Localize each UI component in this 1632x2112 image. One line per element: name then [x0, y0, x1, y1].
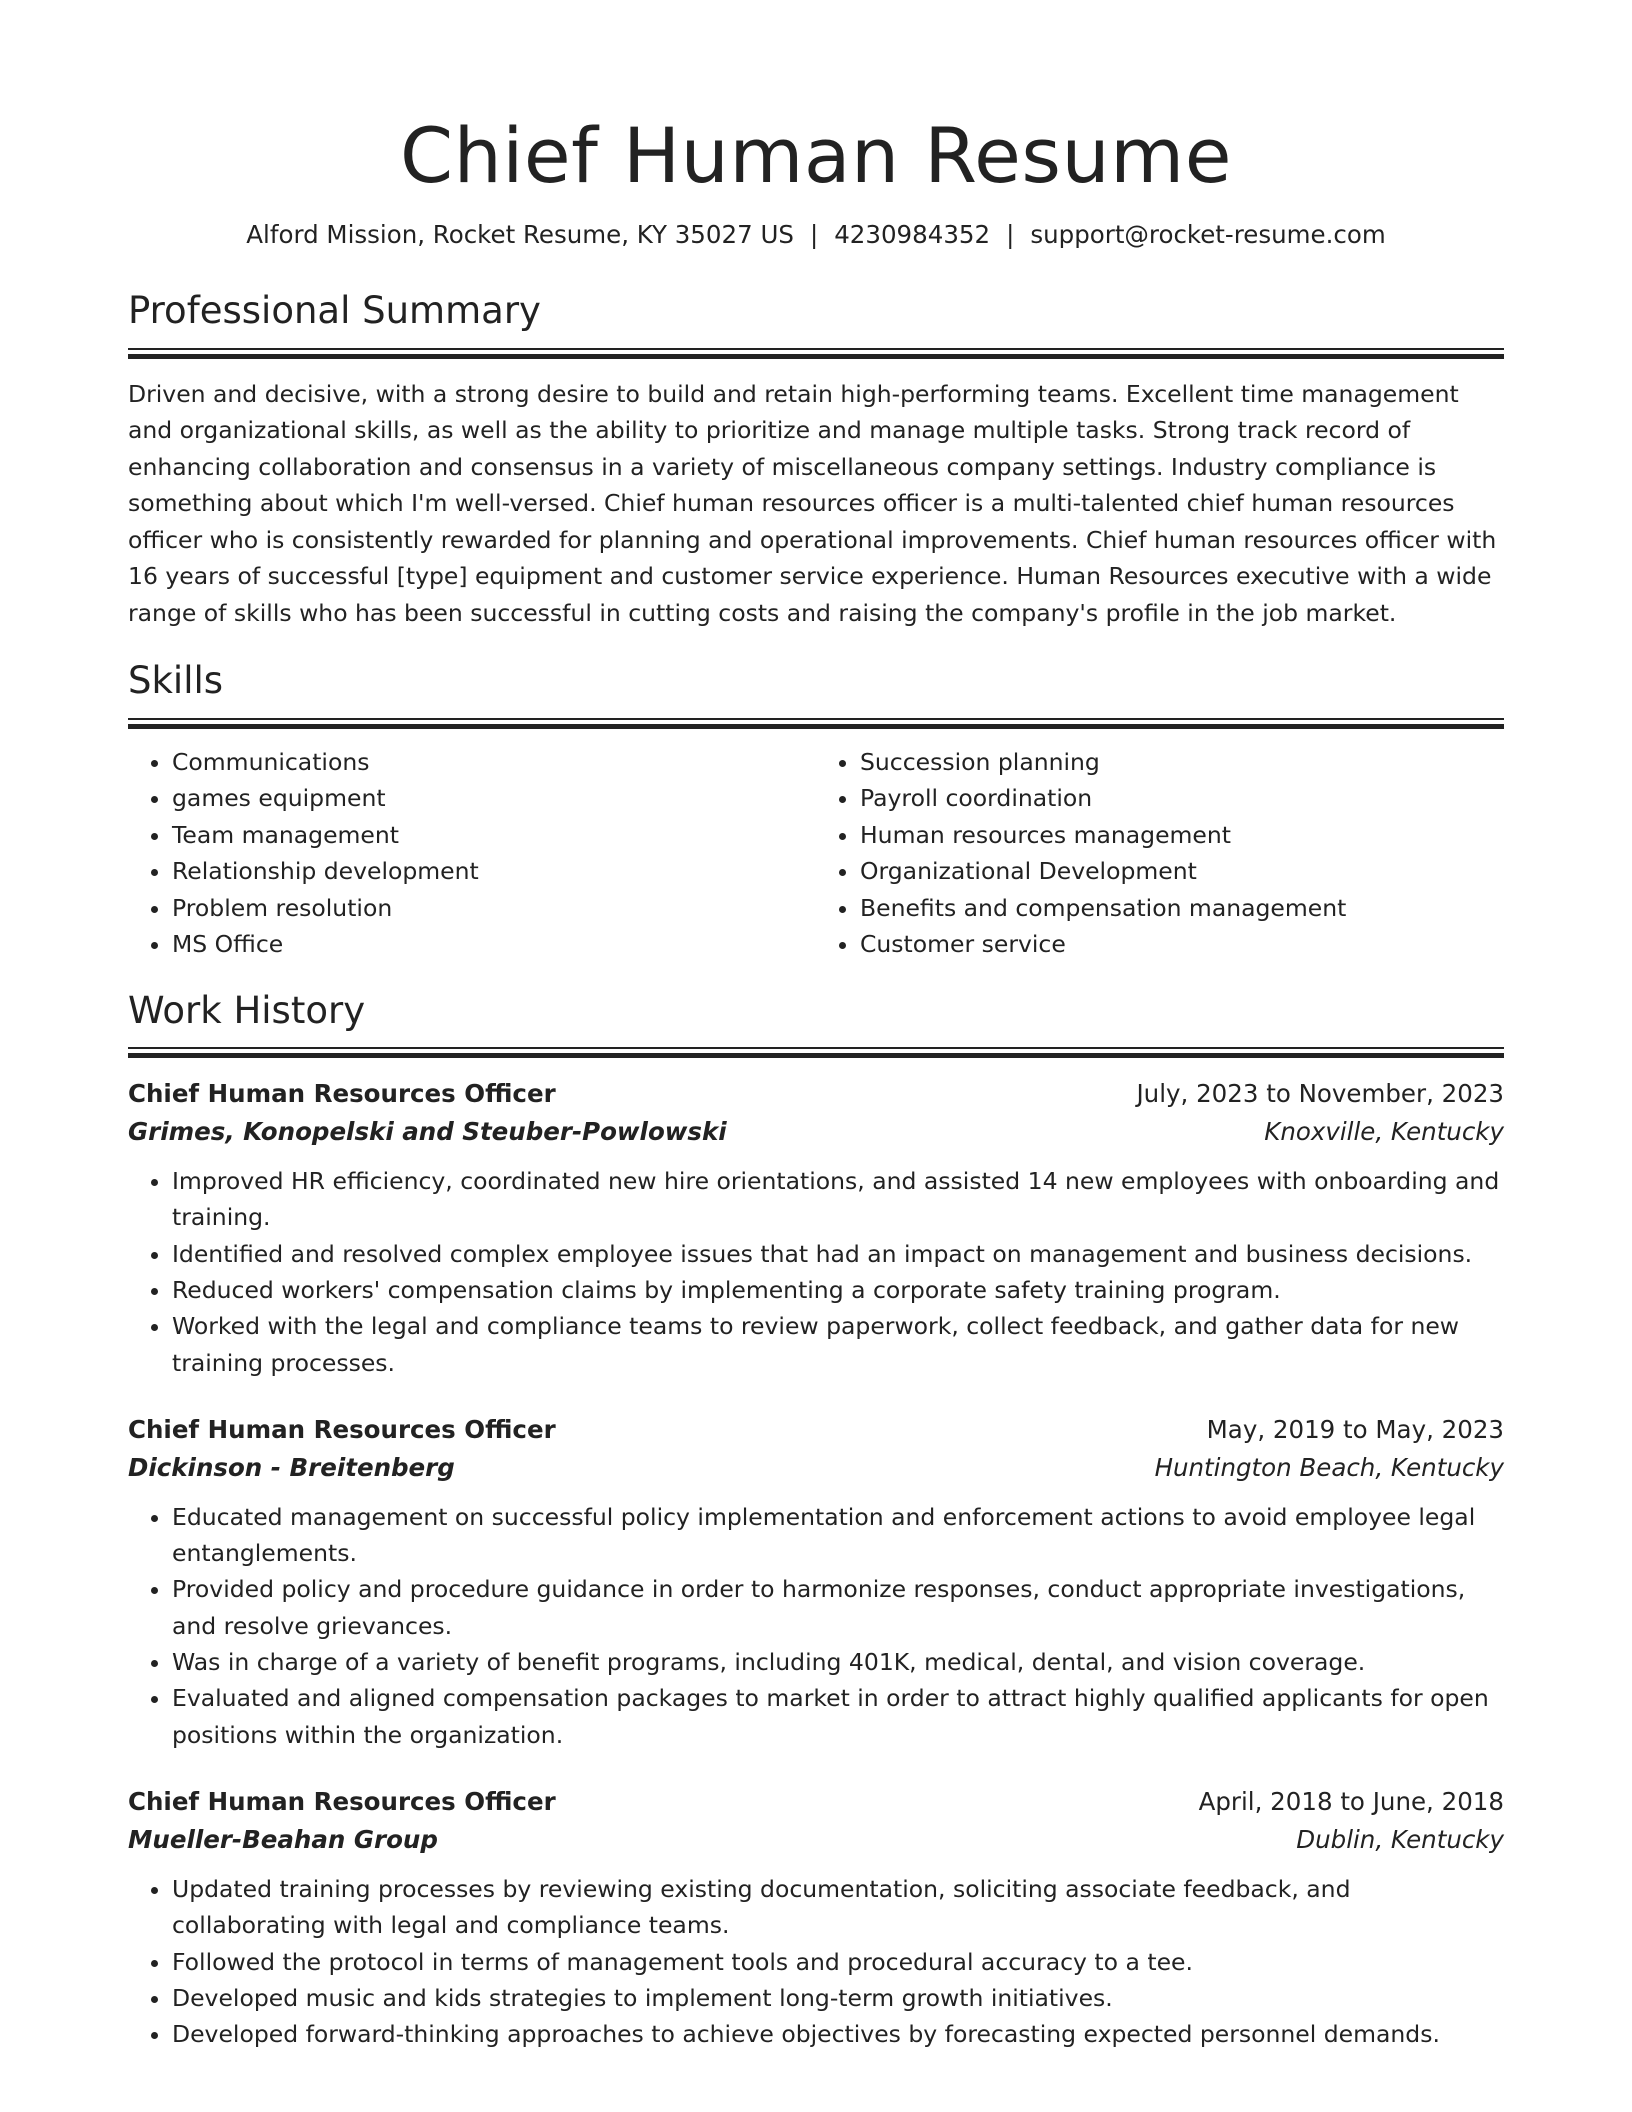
job-bullet: • Followed the protocol in terms of management tools and procedural accuracy to a tee.	[172, 1944, 1504, 1980]
work-history-heading: Work History	[128, 988, 366, 1032]
skill-item: • Relationship development	[172, 853, 816, 890]
contact-phone: 4230984352	[834, 220, 991, 249]
skills-list-left	[128, 744, 816, 963]
contact-separator: |	[1006, 220, 1015, 249]
job-dates: April, 2018 to June, 2018	[1198, 1786, 1504, 1816]
contact-email: support@rocket-resume.com	[1030, 220, 1386, 249]
job-bullet: • Provided policy and procedure guidance in order to harmonize responses, conduct appropriate investigations, and resolve grievances.	[172, 1571, 1504, 1644]
job-bullets	[128, 1871, 1504, 2052]
contact-line	[128, 220, 1504, 249]
job-bullets	[128, 1163, 1504, 1381]
job-bullet: • Improved HR efficiency, coordinated new hire orientations, and assisted 14 new employees with onboarding and training.	[172, 1163, 1504, 1236]
job-entry	[128, 1411, 1504, 1753]
contact-address: Alford Mission, Rocket Resume, KY 35027 US	[246, 220, 794, 249]
skills-heading: Skills	[128, 659, 224, 703]
skill-item: • Communications	[172, 744, 816, 781]
job-header-row	[128, 1075, 1504, 1113]
job-dates: July, 2023 to November, 2023	[1136, 1079, 1504, 1109]
job-header-row	[128, 1411, 1504, 1449]
skill-item: • Payroll coordination	[860, 780, 1504, 817]
skill-item: • Human resources management	[860, 817, 1504, 854]
job-bullets	[128, 1499, 1504, 1753]
skills-list-right	[816, 744, 1504, 963]
skill-item: • Benefits and compensation management	[860, 890, 1504, 927]
job-title: Chief Human Resources Officer	[128, 1786, 556, 1816]
skills-columns	[128, 744, 1504, 963]
job-company: Mueller-Beahan Group	[128, 1824, 438, 1854]
job-company-row	[128, 1821, 1504, 1859]
job-company-row	[128, 1449, 1504, 1487]
job-bullet: • Developed forward-thinking approaches to achieve objectives by forecasting expected personnel demands.	[172, 2016, 1504, 2052]
job-bullet: • Developed music and kids strategies to implement long-term growth initiatives.	[172, 1980, 1504, 2016]
contact-separator: |	[809, 220, 819, 249]
skill-item: • Succession planning	[860, 744, 1504, 781]
job-title: Chief Human Resources Officer	[128, 1079, 556, 1109]
job-location: Knoxville, Kentucky	[1264, 1117, 1504, 1147]
job-location: Huntington Beach, Kentucky	[1154, 1452, 1504, 1482]
job-company-row	[128, 1113, 1504, 1151]
job-location: Dublin, Kentucky	[1296, 1824, 1504, 1854]
skill-item: • Team management	[172, 817, 816, 854]
skills-section	[128, 659, 1504, 962]
skill-item: • Customer service	[860, 926, 1504, 963]
job-dates: May, 2019 to May, 2023	[1206, 1414, 1504, 1444]
job-bullet: • Was in charge of a variety of benefit programs, including 401K, medical, dental, and vision coverage.	[172, 1644, 1504, 1680]
job-company: Dickinson - Breitenberg	[128, 1452, 455, 1482]
skill-item: • MS Office	[172, 926, 816, 963]
work-history-section	[128, 989, 1504, 2053]
section-divider	[128, 1047, 1504, 1059]
job-bullet: • Educated management on successful policy implementation and enforcement actions to avoid employee legal entanglements.	[172, 1499, 1504, 1572]
summary-text: Driven and decisive, with a strong desire to build and retain high-performing teams. Excellent time management and organizational skills, as well as the ability to prioritize and manage multiple tasks. Strong track record of enhancing collaboration and consensus in a variety of miscellaneous company settings. Industry compliance is something about which I'm well-versed. Chief human resources officer is a multi-talented chief human resources officer who is consistently rewarded for planning and operational improvements. Chief human resources officer with 16 years of successful [type] equipment and customer service experience. Human Resources executive with a wide range of skills who has been successful in cutting costs and raising the company's profile in the job market.	[128, 379, 1497, 627]
job-header-row	[128, 1783, 1504, 1821]
job-bullet: • Updated training processes by reviewing existing documentation, soliciting associate feedback, and collaborating with legal and compliance teams.	[172, 1871, 1504, 1944]
job-bullet: • Evaluated and aligned compensation packages to market in order to attract highly qualified applicants for open positions within the organization.	[172, 1680, 1504, 1753]
resume-name: Chief Human Resume	[400, 111, 1232, 200]
skill-item: • games equipment	[172, 780, 816, 817]
summary-heading: Professional Summary	[128, 289, 541, 333]
job-bullet: • Reduced workers' compensation claims by implementing a corporate safety training program.	[172, 1272, 1504, 1308]
job-entry	[128, 1783, 1504, 2052]
skill-item: • Organizational Development	[860, 853, 1504, 890]
job-entry	[128, 1075, 1504, 1381]
job-title: Chief Human Resources Officer	[128, 1414, 556, 1444]
skill-item: • Problem resolution	[172, 890, 816, 927]
section-divider	[128, 348, 1504, 360]
section-divider	[128, 718, 1504, 730]
summary-section	[128, 289, 1504, 631]
job-bullet: • Identified and resolved complex employee issues that had an impact on management and business decisions.	[172, 1236, 1504, 1272]
job-company: Grimes, Konopelski and Steuber-Powlowski	[128, 1117, 727, 1147]
job-bullet: • Worked with the legal and compliance teams to review paperwork, collect feedback, and gather data for new training processes.	[172, 1308, 1504, 1381]
